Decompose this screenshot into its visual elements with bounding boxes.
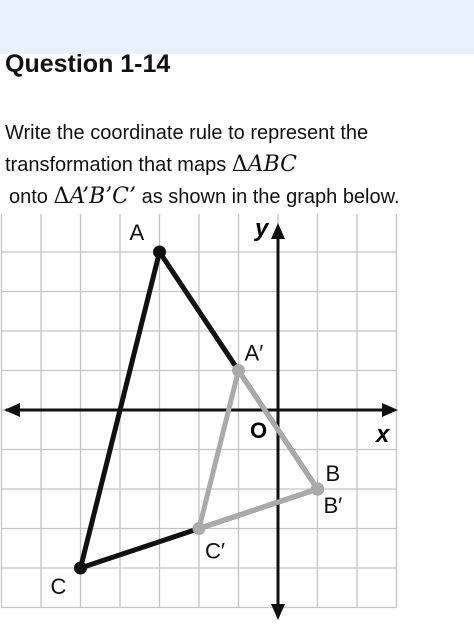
- triangle-name: A’B’C’: [69, 184, 137, 209]
- y-axis-arrow-down: [271, 604, 285, 620]
- coordinate-graph: [0, 214, 474, 625]
- vertex-label: C: [50, 574, 67, 599]
- triangle-image-vertex-dot: [193, 522, 206, 535]
- triangle-image-notation: [53, 184, 136, 209]
- triangle-abc-vertex-dot: [74, 562, 87, 575]
- prompt-text: as shown in the graph below.: [136, 186, 400, 208]
- y-axis-arrow-up: [271, 223, 285, 239]
- top-bar: [0, 0, 474, 54]
- prompt-line-3: [5, 181, 470, 213]
- question-prompt: [5, 117, 470, 213]
- triangle-name: ABC: [247, 152, 297, 177]
- triangle-abc-notation: [232, 152, 297, 177]
- vertex-label: A: [129, 220, 145, 245]
- origin-label: O: [250, 418, 268, 443]
- vertex-label: B: [325, 461, 341, 486]
- x-axis-label: x: [376, 421, 390, 448]
- question-title: Question 1-14: [5, 50, 171, 78]
- vertex-image-label: B′: [323, 493, 343, 518]
- axes: [4, 215, 398, 620]
- triangle-abc-vertex-dot: [153, 246, 166, 259]
- x-axis-arrow-left: [4, 403, 20, 417]
- vertex-image-label: A′: [244, 340, 264, 366]
- delta-symbol: Δ: [53, 184, 70, 209]
- triangle-image-vertex-dot: [311, 483, 324, 496]
- x-axis-arrow-right: [382, 403, 398, 417]
- vertex-image-label: C′: [205, 538, 226, 564]
- prompt-line-2: [5, 149, 470, 181]
- y-axis-label: y: [255, 215, 269, 242]
- triangle-image-vertex-dot: [232, 364, 245, 377]
- prompt-text: onto: [9, 186, 54, 208]
- prompt-text: transformation that maps: [5, 154, 232, 176]
- triangle-image-side: [199, 489, 318, 529]
- prompt-line-1: Write the coordinate rule to represent the: [5, 122, 369, 144]
- delta-symbol: Δ: [231, 152, 248, 177]
